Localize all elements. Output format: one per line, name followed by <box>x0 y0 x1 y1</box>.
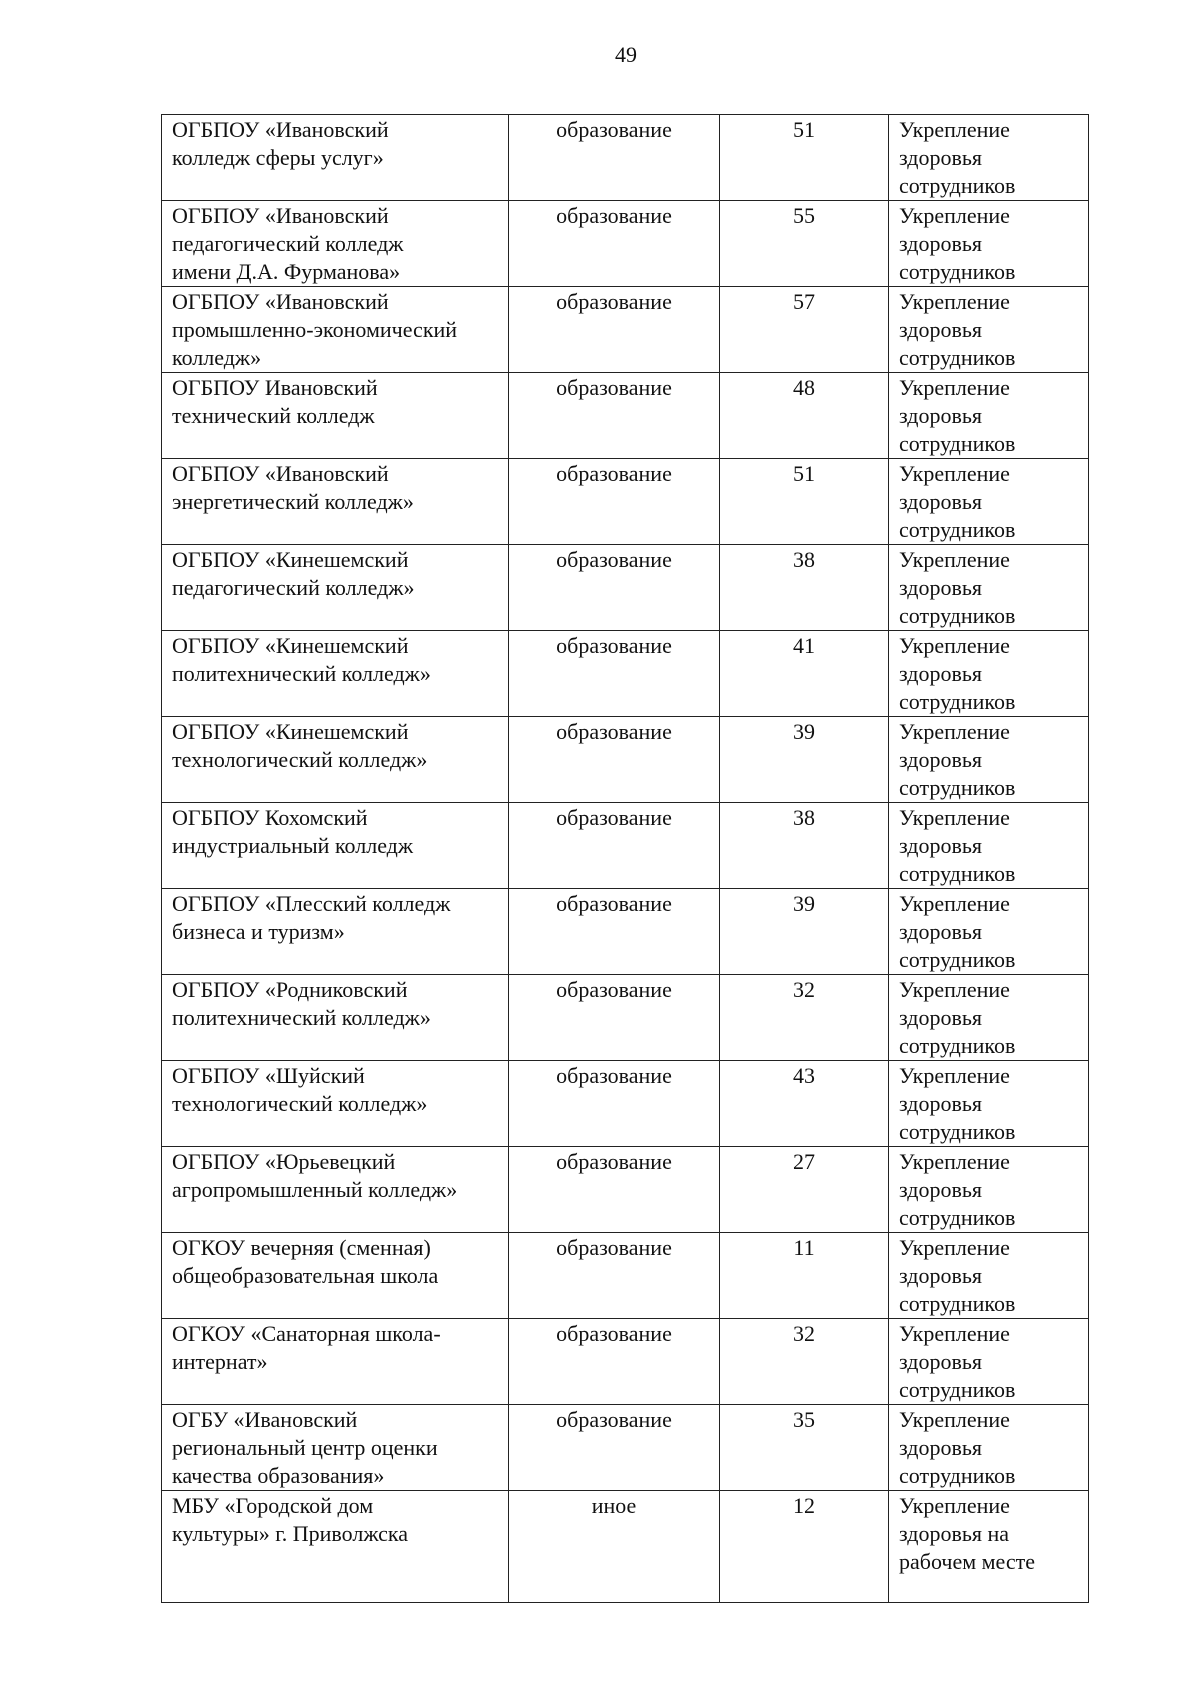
sector-cell: образование <box>509 717 720 803</box>
sector-cell: образование <box>509 1233 720 1319</box>
employee-count-cell: 57 <box>720 287 889 373</box>
table-row <box>162 201 1089 287</box>
employee-count-cell: 48 <box>720 373 889 459</box>
program-cell: Укрепление здоровья сотрудников <box>889 1319 1089 1405</box>
program-cell: Укрепление здоровья на рабочем месте <box>889 1491 1089 1603</box>
employee-count-cell: 38 <box>720 803 889 889</box>
sector-cell: образование <box>509 631 720 717</box>
organization-cell: ОГБПОУ Кохомский индустриальный колледж <box>162 803 509 889</box>
table-row <box>162 545 1089 631</box>
organization-cell: ОГБПОУ «Родниковский политехнический колледж» <box>162 975 509 1061</box>
employee-count-cell: 11 <box>720 1233 889 1319</box>
program-cell: Укрепление здоровья сотрудников <box>889 1405 1089 1491</box>
sector-cell: образование <box>509 545 720 631</box>
program-cell: Укрепление здоровья сотрудников <box>889 1233 1089 1319</box>
employee-count-cell: 12 <box>720 1491 889 1603</box>
table-row <box>162 115 1089 201</box>
table-row <box>162 803 1089 889</box>
program-cell: Укрепление здоровья сотрудников <box>889 201 1089 287</box>
program-cell: Укрепление здоровья сотрудников <box>889 287 1089 373</box>
organization-cell: ОГБУ «Ивановский региональный центр оценки качества образования» <box>162 1405 509 1491</box>
employee-count-cell: 55 <box>720 201 889 287</box>
sector-cell: образование <box>509 373 720 459</box>
sector-cell: образование <box>509 287 720 373</box>
program-cell: Укрепление здоровья сотрудников <box>889 803 1089 889</box>
sector-cell: образование <box>509 201 720 287</box>
employee-count-cell: 39 <box>720 889 889 975</box>
sector-cell: образование <box>509 1147 720 1233</box>
program-cell: Укрепление здоровья сотрудников <box>889 1061 1089 1147</box>
sector-cell: образование <box>509 1061 720 1147</box>
organization-cell: ОГКОУ «Санаторная школа- интернат» <box>162 1319 509 1405</box>
program-cell: Укрепление здоровья сотрудников <box>889 459 1089 545</box>
program-cell: Укрепление здоровья сотрудников <box>889 889 1089 975</box>
employee-count-cell: 32 <box>720 1319 889 1405</box>
sector-cell: образование <box>509 1319 720 1405</box>
sector-cell: образование <box>509 459 720 545</box>
employee-count-cell: 39 <box>720 717 889 803</box>
program-cell: Укрепление здоровья сотрудников <box>889 1147 1089 1233</box>
program-cell: Укрепление здоровья сотрудников <box>889 545 1089 631</box>
organization-cell: ОГБПОУ «Ивановский педагогический колледж имени Д.А. Фурманова» <box>162 201 509 287</box>
sector-cell: образование <box>509 889 720 975</box>
organization-cell: ОГБПОУ Ивановский технический колледж <box>162 373 509 459</box>
employee-count-cell: 43 <box>720 1061 889 1147</box>
sector-cell: образование <box>509 115 720 201</box>
program-cell: Укрепление здоровья сотрудников <box>889 975 1089 1061</box>
program-cell: Укрепление здоровья сотрудников <box>889 717 1089 803</box>
program-cell: Укрепление здоровья сотрудников <box>889 115 1089 201</box>
table-body <box>162 115 1089 1603</box>
organization-cell: ОГБПОУ «Ивановский колледж сферы услуг» <box>162 115 509 201</box>
program-cell: Укрепление здоровья сотрудников <box>889 631 1089 717</box>
page-number: 49 <box>615 42 637 67</box>
employee-count-cell: 35 <box>720 1405 889 1491</box>
table-row <box>162 1319 1089 1405</box>
organizations-table <box>161 114 1089 1603</box>
program-cell: Укрепление здоровья сотрудников <box>889 373 1089 459</box>
table-row <box>162 1147 1089 1233</box>
table-row <box>162 631 1089 717</box>
employee-count-cell: 38 <box>720 545 889 631</box>
table-row <box>162 287 1089 373</box>
table-row <box>162 373 1089 459</box>
table-row <box>162 975 1089 1061</box>
organization-cell: ОГБПОУ «Кинешемский технологический колледж» <box>162 717 509 803</box>
employee-count-cell: 27 <box>720 1147 889 1233</box>
organization-cell: ОГКОУ вечерняя (сменная) общеобразовательная школа <box>162 1233 509 1319</box>
table-row <box>162 889 1089 975</box>
sector-cell: иное <box>509 1491 720 1603</box>
sector-cell: образование <box>509 803 720 889</box>
sector-cell: образование <box>509 975 720 1061</box>
table-row <box>162 717 1089 803</box>
organization-cell: ОГБПОУ «Кинешемский педагогический колледж» <box>162 545 509 631</box>
employee-count-cell: 51 <box>720 115 889 201</box>
organization-cell: ОГБПОУ «Шуйский технологический колледж» <box>162 1061 509 1147</box>
table-row <box>162 1233 1089 1319</box>
organization-cell: ОГБПОУ «Ивановский энергетический колледж» <box>162 459 509 545</box>
table-row <box>162 1061 1089 1147</box>
sector-cell: образование <box>509 1405 720 1491</box>
employee-count-cell: 32 <box>720 975 889 1061</box>
organization-cell: ОГБПОУ «Юрьевецкий агропромышленный колледж» <box>162 1147 509 1233</box>
employee-count-cell: 51 <box>720 459 889 545</box>
organization-cell: ОГБПОУ «Ивановский промышленно-экономический колледж» <box>162 287 509 373</box>
table-row <box>162 459 1089 545</box>
employee-count-cell: 41 <box>720 631 889 717</box>
organization-cell: МБУ «Городской дом культуры» г. Приволжска <box>162 1491 509 1603</box>
table-row <box>162 1491 1089 1603</box>
table-row <box>162 1405 1089 1491</box>
organization-cell: ОГБПОУ «Кинешемский политехнический колледж» <box>162 631 509 717</box>
organization-cell: ОГБПОУ «Плесский колледж бизнеса и туризм» <box>162 889 509 975</box>
